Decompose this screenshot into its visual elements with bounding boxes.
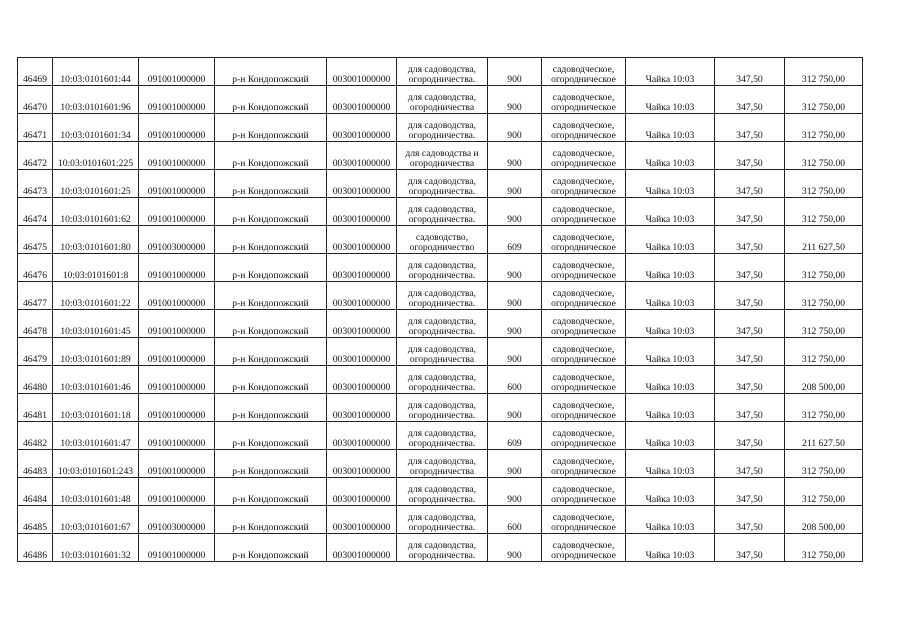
oktmo-code: 091001000000: [139, 170, 215, 198]
valuation-zone: Чайка 10:03: [626, 506, 715, 534]
district-name: р-н Кондопожский: [215, 282, 327, 310]
table-row: [18, 394, 863, 422]
cadastral-value: 211 627,50: [785, 226, 863, 254]
use-group-line-2: огородническое: [551, 381, 616, 393]
table-row: [18, 226, 863, 254]
valuation-zone: Чайка 10:03: [626, 478, 715, 506]
use-group-cell: [542, 226, 626, 254]
oktmo-code: 091001000000: [139, 282, 215, 310]
cadastral-number: 10:03:0101601:62: [53, 198, 139, 226]
permitted-use-cell: [397, 310, 488, 338]
table-row: [18, 478, 863, 506]
use-group-line-1: садоводческое,: [552, 455, 615, 467]
unit-price: 347,50: [715, 366, 785, 394]
plot-area: 900: [488, 114, 542, 142]
unit-price: 347,50: [715, 254, 785, 282]
district-name: р-н Кондопожский: [215, 478, 327, 506]
permitted-use-line-2: огородничества: [409, 101, 475, 113]
cadastral-value: 208 500,00: [785, 366, 863, 394]
permitted-use-line-2: огородничество: [409, 241, 475, 253]
cadastral-number: 10:03:0101601:34: [53, 114, 139, 142]
district-name: р-н Кондопожский: [215, 198, 327, 226]
use-group-line-2: огородническое: [551, 521, 616, 533]
unit-price: 347,50: [715, 58, 785, 86]
plot-area: 600: [488, 366, 542, 394]
use-group-cell: [542, 254, 626, 282]
cadastral-value: 312 750,00: [785, 282, 863, 310]
permitted-use-line-2: огородничества.: [408, 325, 476, 337]
table-row: [18, 282, 863, 310]
use-group-line-1: садоводческое,: [552, 427, 615, 439]
district-name: р-н Кондопожский: [215, 142, 327, 170]
use-group-cell: [542, 170, 626, 198]
plot-area: 900: [488, 86, 542, 114]
valuation-zone: Чайка 10:03: [626, 142, 715, 170]
unit-price: 347,50: [715, 422, 785, 450]
table-row: [18, 86, 863, 114]
oktmo-code: 091001000000: [139, 198, 215, 226]
use-group-line-2: огородническое: [551, 297, 616, 309]
permitted-use-cell: [397, 170, 488, 198]
cadastral-number: 10:03:0101601:25: [53, 170, 139, 198]
use-group-line-1: садоводческое,: [552, 399, 615, 411]
permitted-use-line-2: огородничества: [409, 465, 475, 477]
oktmo-code: 091001000000: [139, 142, 215, 170]
permitted-use-cell: [397, 254, 488, 282]
use-group-cell: [542, 422, 626, 450]
use-group-line-2: огородническое: [551, 269, 616, 281]
category-code: 003001000000: [327, 226, 397, 254]
category-code: 003001000000: [327, 422, 397, 450]
permitted-use-line-1: для садоводства,: [407, 343, 477, 355]
row-number: 46469: [18, 58, 53, 86]
oktmo-code: 091001000000: [139, 450, 215, 478]
permitted-use-line-1: для садоводства,: [407, 259, 477, 271]
category-code: 003001000000: [327, 534, 397, 562]
unit-price: 347,50: [715, 86, 785, 114]
permitted-use-cell: [397, 478, 488, 506]
use-group-line-1: садоводческое,: [552, 539, 615, 551]
category-code: 003001000000: [327, 282, 397, 310]
permitted-use-line-2: огородничества.: [408, 437, 476, 449]
document-page: [17, 57, 890, 562]
permitted-use-line-2: огородничества.: [408, 185, 476, 197]
cadastral-value: 312 750,00: [785, 58, 863, 86]
permitted-use-line-1: для садоводства,: [407, 287, 477, 299]
plot-area: 900: [488, 282, 542, 310]
valuation-zone: Чайка 10:03: [626, 114, 715, 142]
use-group-cell: [542, 450, 626, 478]
valuation-zone: Чайка 10:03: [626, 282, 715, 310]
permitted-use-cell: [397, 394, 488, 422]
permitted-use-cell: [397, 366, 488, 394]
valuation-zone: Чайка 10:03: [626, 254, 715, 282]
unit-price: 347,50: [715, 394, 785, 422]
cadastral-value: 312 750,00: [785, 254, 863, 282]
table-row: [18, 170, 863, 198]
use-group-line-1: садоводческое,: [552, 119, 615, 131]
cadastral-number: 10:03:0101601:45: [53, 310, 139, 338]
permitted-use-line-1: для садоводства,: [407, 119, 477, 131]
permitted-use-line-2: огородничества: [409, 157, 475, 169]
district-name: р-н Кондопожский: [215, 170, 327, 198]
row-number: 46476: [18, 254, 53, 282]
oktmo-code: 091001000000: [139, 254, 215, 282]
valuation-zone: Чайка 10:03: [626, 366, 715, 394]
oktmo-code: 091001000000: [139, 58, 215, 86]
permitted-use-line-1: для садоводства,: [407, 315, 477, 327]
district-name: р-н Кондопожский: [215, 450, 327, 478]
permitted-use-line-1: для садоводства,: [407, 371, 477, 383]
category-code: 003001000000: [327, 170, 397, 198]
plot-area: 900: [488, 394, 542, 422]
use-group-line-1: садоводческое,: [552, 287, 615, 299]
use-group-cell: [542, 58, 626, 86]
plot-area: 900: [488, 450, 542, 478]
use-group-line-2: огородническое: [551, 409, 616, 421]
table-row: [18, 422, 863, 450]
cadastral-value: 312 750,00: [785, 310, 863, 338]
category-code: 003001000000: [327, 506, 397, 534]
cadastral-number: 10:03:0101601:44: [53, 58, 139, 86]
category-code: 003001000000: [327, 366, 397, 394]
plot-area: 900: [488, 534, 542, 562]
unit-price: 347,50: [715, 282, 785, 310]
oktmo-code: 091001000000: [139, 114, 215, 142]
permitted-use-cell: [397, 86, 488, 114]
oktmo-code: 091003000000: [139, 226, 215, 254]
valuation-zone: Чайка 10:03: [626, 198, 715, 226]
unit-price: 347,50: [715, 478, 785, 506]
oktmo-code: 091003000000: [139, 506, 215, 534]
use-group-line-1: садоводческое,: [552, 91, 615, 103]
row-number: 46486: [18, 534, 53, 562]
table-row: [18, 254, 863, 282]
use-group-cell: [542, 366, 626, 394]
unit-price: 347,50: [715, 338, 785, 366]
district-name: р-н Кондопожский: [215, 310, 327, 338]
unit-price: 347,50: [715, 114, 785, 142]
row-number: 46479: [18, 338, 53, 366]
use-group-line-2: огородническое: [551, 549, 616, 561]
use-group-cell: [542, 338, 626, 366]
use-group-line-1: садоводческое,: [552, 371, 615, 383]
table-row: [18, 310, 863, 338]
use-group-line-2: огородническое: [551, 157, 616, 169]
use-group-cell: [542, 114, 626, 142]
valuation-zone: Чайка 10:03: [626, 422, 715, 450]
permitted-use-cell: [397, 198, 488, 226]
row-number: 46473: [18, 170, 53, 198]
plot-area: 600: [488, 506, 542, 534]
unit-price: 347,50: [715, 226, 785, 254]
row-number: 46472: [18, 142, 53, 170]
permitted-use-line-1: для садоводства,: [407, 483, 477, 495]
plot-area: 900: [488, 170, 542, 198]
row-number: 46477: [18, 282, 53, 310]
oktmo-code: 091001000000: [139, 338, 215, 366]
use-group-line-2: огородническое: [551, 241, 616, 253]
category-code: 003001000000: [327, 310, 397, 338]
permitted-use-line-1: для садоводства,: [407, 175, 477, 187]
cadastral-value: 312 750,00: [785, 478, 863, 506]
use-group-cell: [542, 142, 626, 170]
plot-area: 609: [488, 422, 542, 450]
cadastral-number: 10:03:0101601:8: [53, 254, 139, 282]
use-group-line-2: огородническое: [551, 101, 616, 113]
cadastral-value: 312 750,00: [785, 86, 863, 114]
table-row: [18, 506, 863, 534]
permitted-use-cell: [397, 282, 488, 310]
category-code: 003001000000: [327, 198, 397, 226]
table-row: [18, 338, 863, 366]
row-number: 46485: [18, 506, 53, 534]
permitted-use-line-2: огородничества.: [408, 381, 476, 393]
district-name: р-н Кондопожский: [215, 86, 327, 114]
use-group-line-2: огородническое: [551, 437, 616, 449]
row-number: 46470: [18, 86, 53, 114]
use-group-line-2: огородническое: [551, 73, 616, 85]
use-group-line-1: садоводческое,: [552, 203, 615, 215]
permitted-use-line-2: огородничества.: [408, 73, 476, 85]
category-code: 003001000000: [327, 114, 397, 142]
oktmo-code: 091001000000: [139, 366, 215, 394]
permitted-use-cell: [397, 506, 488, 534]
cadastral-number: 10:03:0101601:89: [53, 338, 139, 366]
row-number: 46475: [18, 226, 53, 254]
oktmo-code: 091001000000: [139, 534, 215, 562]
unit-price: 347,50: [715, 534, 785, 562]
permitted-use-line-2: огородничества.: [408, 213, 476, 225]
cadastral-value: 312 750,00: [785, 198, 863, 226]
plot-area: 900: [488, 58, 542, 86]
cadastral-value: 312 750,00: [785, 338, 863, 366]
use-group-cell: [542, 198, 626, 226]
use-group-line-1: садоводческое,: [552, 147, 615, 159]
use-group-cell: [542, 86, 626, 114]
table-row: [18, 198, 863, 226]
oktmo-code: 091001000000: [139, 394, 215, 422]
permitted-use-cell: [397, 450, 488, 478]
permitted-use-line-2: огородничества.: [408, 521, 476, 533]
row-number: 46482: [18, 422, 53, 450]
cadastral-value: 312 750,00: [785, 534, 863, 562]
district-name: р-н Кондопожский: [215, 338, 327, 366]
district-name: р-н Кондопожский: [215, 254, 327, 282]
use-group-line-2: огородническое: [551, 129, 616, 141]
permitted-use-line-2: огородничества.: [408, 493, 476, 505]
row-number: 46483: [18, 450, 53, 478]
category-code: 003001000000: [327, 394, 397, 422]
oktmo-code: 091001000000: [139, 478, 215, 506]
valuation-zone: Чайка 10:03: [626, 450, 715, 478]
permitted-use-line-1: для садоводства и: [405, 147, 479, 159]
cadastral-value: 312 750,00: [785, 394, 863, 422]
plot-area: 900: [488, 142, 542, 170]
cadastral-number: 10:03:0101601:243: [53, 450, 139, 478]
use-group-line-1: садоводческое,: [552, 343, 615, 355]
table-row: [18, 450, 863, 478]
use-group-line-1: садоводческое,: [552, 231, 615, 243]
category-code: 003001000000: [327, 86, 397, 114]
permitted-use-line-1: для садоводства,: [407, 539, 477, 551]
row-number: 46478: [18, 310, 53, 338]
table-row: [18, 366, 863, 394]
permitted-use-line-1: для садоводства,: [407, 63, 477, 75]
plot-area: 900: [488, 254, 542, 282]
permitted-use-cell: [397, 226, 488, 254]
use-group-line-2: огородническое: [551, 353, 616, 365]
category-code: 003001000000: [327, 338, 397, 366]
unit-price: 347,50: [715, 170, 785, 198]
cadastral-value: 211 627.50: [785, 422, 863, 450]
district-name: р-н Кондопожский: [215, 394, 327, 422]
permitted-use-cell: [397, 142, 488, 170]
plot-area: 900: [488, 338, 542, 366]
cadastral-number: 10:03:0101601:32: [53, 534, 139, 562]
row-number: 46484: [18, 478, 53, 506]
plot-area: 900: [488, 310, 542, 338]
valuation-zone: Чайка 10:03: [626, 534, 715, 562]
category-code: 003001000000: [327, 478, 397, 506]
permitted-use-line-2: огородничества.: [408, 549, 476, 561]
permitted-use-line-1: садоводство,: [415, 231, 469, 243]
row-number: 46481: [18, 394, 53, 422]
permitted-use-cell: [397, 114, 488, 142]
district-name: р-н Кондопожский: [215, 506, 327, 534]
district-name: р-н Кондопожский: [215, 114, 327, 142]
table-row: [18, 58, 863, 86]
cadastral-value: 208 500,00: [785, 506, 863, 534]
table-row: [18, 142, 863, 170]
land-registry-table: [17, 57, 863, 562]
cadastral-number: 10:03:0101601:48: [53, 478, 139, 506]
cadastral-number: 10:03:0101601:225: [53, 142, 139, 170]
cadastral-number: 10:03:0101601:80: [53, 226, 139, 254]
use-group-cell: [542, 506, 626, 534]
permitted-use-line-2: огородничества.: [408, 269, 476, 281]
permitted-use-line-2: огородничества.: [408, 129, 476, 141]
use-group-line-1: садоводческое,: [552, 63, 615, 75]
use-group-line-1: садоводческое,: [552, 259, 615, 271]
valuation-zone: Чайка 10:03: [626, 394, 715, 422]
cadastral-value: 312 750,00: [785, 170, 863, 198]
plot-area: 900: [488, 198, 542, 226]
valuation-zone: Чайка 10:03: [626, 338, 715, 366]
permitted-use-cell: [397, 422, 488, 450]
permitted-use-line-2: огородничества: [409, 353, 475, 365]
use-group-line-2: огородническое: [551, 185, 616, 197]
category-code: 003001000000: [327, 450, 397, 478]
cadastral-value: 312 750,00: [785, 450, 863, 478]
use-group-line-1: садоводческое,: [552, 483, 615, 495]
cadastral-number: 10:03:0101601:22: [53, 282, 139, 310]
oktmo-code: 091001000000: [139, 86, 215, 114]
permitted-use-line-1: для садоводства,: [407, 91, 477, 103]
use-group-cell: [542, 478, 626, 506]
row-number: 46471: [18, 114, 53, 142]
use-group-line-2: огородническое: [551, 493, 616, 505]
plot-area: 609: [488, 226, 542, 254]
cadastral-number: 10:03;0101601:67: [53, 506, 139, 534]
cadastral-number: 10:03:0101601:18: [53, 394, 139, 422]
cadastral-number: 10:03:0101601:96: [53, 86, 139, 114]
permitted-use-line-1: для садоводства,: [407, 455, 477, 467]
district-name: р-н Кондопожский: [215, 366, 327, 394]
cadastral-value: 312 750.00: [785, 142, 863, 170]
permitted-use-cell: [397, 58, 488, 86]
valuation-zone: Чайка 10:03: [626, 226, 715, 254]
permitted-use-line-1: для садоводства,: [407, 511, 477, 523]
valuation-zone: Чайка 10:03: [626, 86, 715, 114]
unit-price: 347,50: [715, 142, 785, 170]
district-name: р-н Кондопожский: [215, 422, 327, 450]
use-group-line-1: садоводческое,: [552, 175, 615, 187]
district-name: р-н Кондопожский: [215, 534, 327, 562]
use-group-line-2: огородническое: [551, 465, 616, 477]
use-group-cell: [542, 394, 626, 422]
table-row: [18, 534, 863, 562]
permitted-use-line-2: огородничества.: [408, 409, 476, 421]
district-name: р-н Кондопожский: [215, 58, 327, 86]
category-code: 003001000000: [327, 58, 397, 86]
permitted-use-cell: [397, 534, 488, 562]
row-number: 46474: [18, 198, 53, 226]
permitted-use-line-1: для садоводства,: [407, 399, 477, 411]
unit-price: 347,50: [715, 450, 785, 478]
oktmo-code: 091001000000: [139, 310, 215, 338]
permitted-use-line-1: для садоводства,: [407, 203, 477, 215]
table-body: [18, 58, 863, 562]
cadastral-number: 10:03:0101601:46: [53, 366, 139, 394]
table-row: [18, 114, 863, 142]
use-group-line-2: огородническое: [551, 213, 616, 225]
unit-price: 347,50: [715, 198, 785, 226]
use-group-cell: [542, 282, 626, 310]
unit-price: 347,50: [715, 310, 785, 338]
use-group-line-1: садоводческое,: [552, 511, 615, 523]
cadastral-value: 312 750,00: [785, 114, 863, 142]
oktmo-code: 091001000000: [139, 422, 215, 450]
valuation-zone: Чайка 10:03: [626, 170, 715, 198]
category-code: 003001000000: [327, 254, 397, 282]
unit-price: 347,50: [715, 506, 785, 534]
cadastral-number: 10:03:0101601:47: [53, 422, 139, 450]
permitted-use-cell: [397, 338, 488, 366]
row-number: 46480: [18, 366, 53, 394]
use-group-cell: [542, 534, 626, 562]
valuation-zone: Чайка 10:03: [626, 58, 715, 86]
plot-area: 900: [488, 478, 542, 506]
district-name: р-н Кондопожский: [215, 226, 327, 254]
permitted-use-line-2: огородничества.: [408, 297, 476, 309]
permitted-use-line-1: для садоводства,: [407, 427, 477, 439]
use-group-cell: [542, 310, 626, 338]
valuation-zone: Чайка 10:03: [626, 310, 715, 338]
use-group-line-2: огородническое: [551, 325, 616, 337]
use-group-line-1: садоводческое,: [552, 315, 615, 327]
category-code: 003001000000: [327, 142, 397, 170]
